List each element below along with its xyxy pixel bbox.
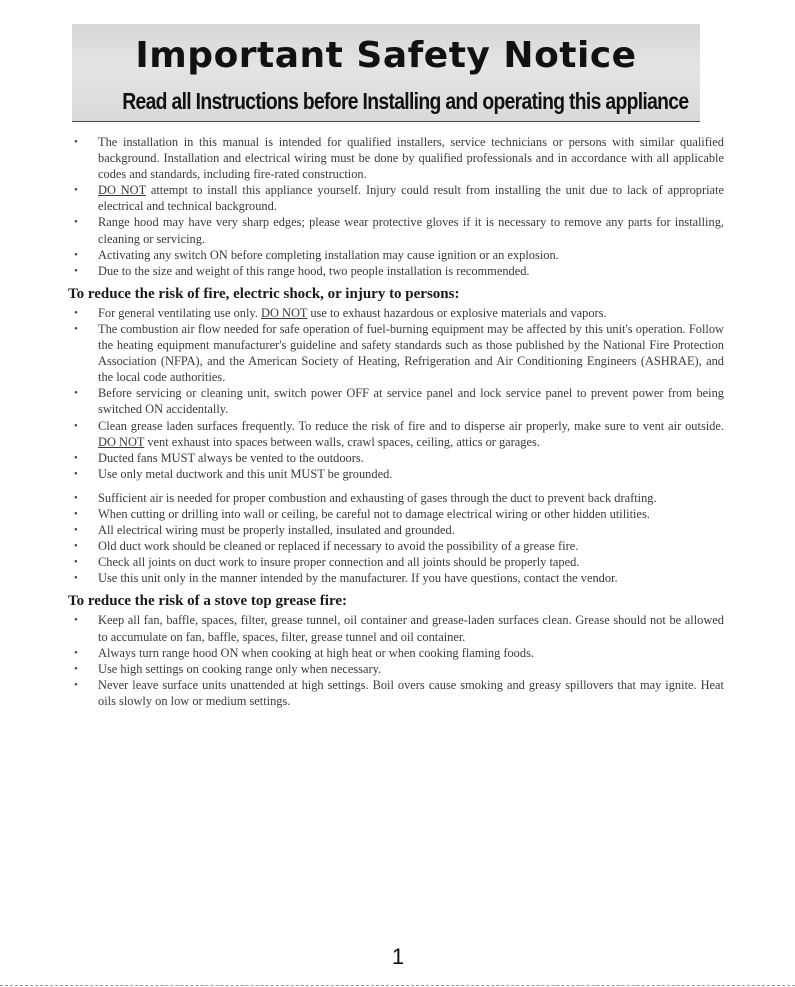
section-spacer [72,482,724,490]
header-divider [72,121,700,122]
notice-body [68,134,724,709]
list-item: • Range hood may have very sharp edges; please wear protective gloves if it is necessary to remove any parts for installing, cleaning or servicing. [72,214,724,246]
list-item: • Never leave surface units unattended at high settings. Boil overs cause smoking and greasy spillovers that may ignite. Heat oils slowly on low or medium settings. [72,677,724,709]
section-heading-grease-fire: To reduce the risk of a stove top grease fire: [68,593,347,610]
do-not-warning: DO NOT [261,305,308,320]
list-item: • The combustion air flow needed for safe operation of fuel-burning equipment may be affected by this unit's operation. Follow the heating equipment manufacturer's guideline and safety standards such as those published by the National Fire Protection Association (NFPA), and the American Society of Heating, Refrigeration and Air Conditioning Engineers (ASHRAE), and the local code authorities. [72,321,724,385]
list-item: • Sufficient air is needed for proper combustion and exhausting of gases through the duct to prevent back drafting. [72,490,724,506]
list-item: • All electrical wiring must be properly installed, insulated and grounded. [72,522,724,538]
header-banner [72,24,700,121]
list-item: • Ducted fans MUST always be vented to the outdoors. [72,450,724,466]
list-item: • The installation in this manual is intended for qualified installers, service technicians or persons with similar qualified background. Installation and electrical wiring must be done by qualified professionals and in accordance with all applicable codes and standards, including fire-rated construction. [72,134,724,182]
section-heading-fire-shock: To reduce the risk of fire, electric shock, or injury to persons: [68,285,460,302]
list-item: • Clean grease laden surfaces frequently. To reduce the risk of fire and to disperse air properly, make sure to vent air outside. DO NOT vent exhaust into spaces between walls, crawl spaces, ceiling, attics or garages. [72,418,724,450]
list-item: • Old duct work should be cleaned or replaced if necessary to avoid the possibility of a grease fire. [72,538,724,554]
do-not-warning: DO NOT [98,434,145,449]
fire-shock-list [72,305,724,482]
list-item: • For general ventilating use only. DO NOT use to exhaust hazardous or explosive materials and vapors. [72,305,724,321]
grease-fire-list [72,612,724,709]
list-item: • Activating any switch ON before completing installation may cause ignition or an explosion. [72,247,724,263]
do-not-warning: DO NOT [98,183,146,198]
list-item: • Use high settings on cooking range only when necessary. [72,661,724,677]
page-subtitle: Read all Instructions before Installing and operating this appliance [122,88,689,114]
list-item: • Check all joints on duct work to insure proper connection and all joints should be properly taped. [72,554,724,570]
list-item: • Always turn range hood ON when cooking at high heat or when cooking flaming foods. [72,645,724,661]
installation-notice-list [72,490,724,587]
list-item: • Keep all fan, baffle, spaces, filter, grease tunnel, oil container and grease-laden surfaces clean. Grease should not be allowed to accumulate on fan, baffle, spaces, filter, grease tunnel and oil container. [72,612,724,644]
page-bottom-edge [0,985,795,986]
list-item: • When cutting or drilling into wall or ceiling, be careful not to damage electrical wiring or other hidden utilities. [72,506,724,522]
list-item: • DO NOT attempt to install this appliance yourself. Injury could result from installing the unit due to lack of appropriate electrical and technical background. [72,182,724,214]
page-title: Important Safety Notice [135,35,637,76]
general-notice-list [72,134,724,279]
list-item: • Use this unit only in the manner intended by the manufacturer. If you have questions, contact the vendor. [72,570,724,586]
list-item: • Use only metal ductwork and this unit MUST be grounded. [72,466,724,482]
page-number: 1 [391,944,405,969]
list-item: • Before servicing or cleaning unit, switch power OFF at service panel and lock service panel to prevent power from being switched ON accidentally. [72,385,724,417]
list-item: • Due to the size and weight of this range hood, two people installation is recommended. [72,263,724,279]
